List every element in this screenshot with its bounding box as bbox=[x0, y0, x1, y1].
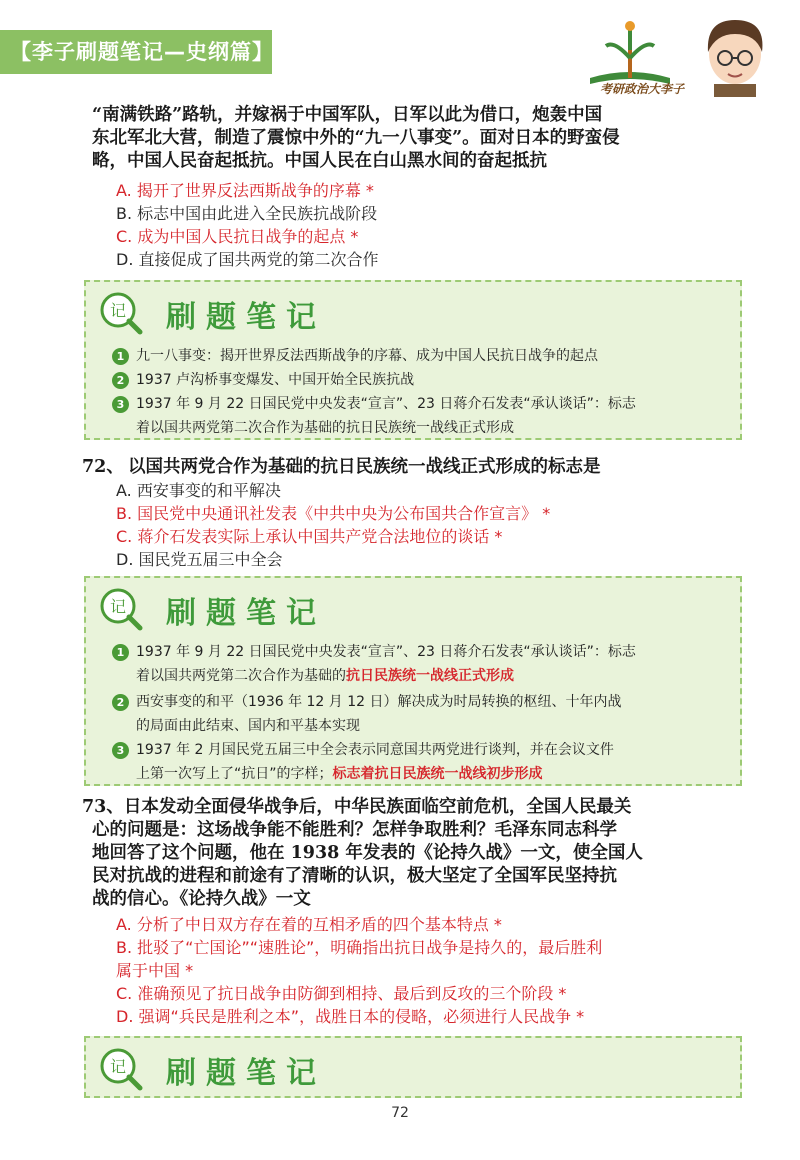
stem-line: 心的问题是：这场战争能不能胜利？怎样争取胜利？毛泽东同志科学 bbox=[92, 820, 617, 840]
stem-line: 战的信心。《论持久战》一文 bbox=[92, 889, 311, 909]
svg-text:记: 记 bbox=[109, 597, 127, 616]
note-title: 刷题笔记 bbox=[166, 596, 326, 631]
note-item: 1 九一八事变：揭开世界反法西斯战争的序幕、成为中国人民抗日战争的起点 bbox=[136, 344, 736, 368]
study-note-2 bbox=[84, 576, 742, 786]
q72-option-c: C. 蒋介石发表实际上承认中国共产党合法地位的谈话 * bbox=[116, 527, 503, 546]
q72-option-b: B. 国民党中央通讯社发表《中共中央为公布国共合作宣言》 * bbox=[116, 504, 551, 523]
note-item: 2 1937 卢沟桥事变爆发、中国开始全民族抗战 bbox=[136, 368, 736, 392]
brand-text: 考研政治大李子 bbox=[599, 82, 684, 96]
q73-option-a: A. 分析了中日双方存在着的互相矛盾的四个基本特点 * bbox=[116, 915, 502, 934]
note-item: 1 1937 年 9 月 22 日国民党中央发表“宣言”、23 日蒋介石发表“承认谈话”：标志 着以国共两党第二次合作为基础的抗日民族统一战线正式形成 bbox=[136, 640, 736, 688]
note-magnifier-icon bbox=[96, 1044, 144, 1092]
svg-text:记: 记 bbox=[109, 301, 127, 320]
header-title: 【李子刷题笔记—史纲篇】 bbox=[0, 30, 272, 74]
note-item: 2 西安事变的和平（1936 年 12 月 12 日）解决成为时局转换的枢纽、十年内战 的局面由此结束、国内和平基本实现 bbox=[136, 690, 736, 738]
q71-option-b: B. 标志中国由此进入全民族抗战阶段 bbox=[116, 204, 378, 223]
svg-text:记: 记 bbox=[109, 1057, 127, 1076]
stem-line: “南满铁路”路轨，并嫁祸于中国军队，日军以此为借口，炮轰中国 bbox=[92, 105, 603, 125]
q73-option-d: D. 强调“兵民是胜利之本”，战胜日本的侵略，必须进行人民战争 * bbox=[116, 1007, 585, 1026]
q71-option-c: C. 成为中国人民抗日战争的起点 * bbox=[116, 227, 359, 246]
number-badge: 1 bbox=[112, 348, 129, 365]
question-71-stem bbox=[92, 104, 752, 173]
note-item: 3 1937 年 9 月 22 日国民党中央发表“宣言”、23 日蒋介石发表“承认谈话”：标志 着以国共两党第二次合作为基础的抗日民族统一战线正式形成 bbox=[136, 392, 736, 440]
study-note-3 bbox=[84, 1036, 742, 1098]
stem-line: 东北军北大营，制造了震惊中外的“九一八事变”。面对日本的野蛮侵 bbox=[92, 128, 620, 148]
note-title: 刷题笔记 bbox=[166, 1056, 326, 1091]
q71-option-d: D. 直接促成了国共两党的第二次合作 bbox=[116, 250, 379, 269]
number-badge: 2 bbox=[112, 694, 129, 711]
page-number: 72 bbox=[391, 1105, 409, 1121]
highlight-text: 抗日民族统一战线正式形成 bbox=[346, 668, 514, 684]
number-badge: 2 bbox=[112, 372, 129, 389]
q71-option-a: A. 揭开了世界反法西斯战争的序幕 * bbox=[116, 181, 374, 200]
stem-line: 略，中国人民奋起抵抗。中国人民在白山黑水间的奋起抵抗 bbox=[92, 151, 547, 171]
q72-option-a: A. 西安事变的和平解决 bbox=[116, 481, 281, 500]
question-73-stem: 73、日本发动全面侵华战争后，中华民族面临空前危机，全国人民最关 心的问题是：这场战争能不能胜利？怎样争取胜利？毛泽东同志科学 地回答了这个问题，他在 1938 年发表的《论持久战》一文，使全国人 民对抗战的进程和前途有了清晰的认识，极大坚定了全国军民坚持抗 战的信心。《论持久战》一文 bbox=[92, 796, 752, 911]
stem-line: 民对抗战的进程和前途有了清晰的认识，极大坚定了全国军民坚持抗 bbox=[92, 866, 617, 886]
q73-option-c: C. 准确预见了抗日战争由防御到相持、最后到反攻的三个阶段 * bbox=[116, 984, 567, 1003]
question-number: 73、 bbox=[82, 797, 124, 817]
number-badge: 3 bbox=[112, 396, 129, 413]
question-number: 72、 bbox=[82, 457, 124, 477]
q72-option-d: D. 国民党五届三中全会 bbox=[116, 550, 283, 569]
q73-option-b: B. 批驳了“亡国论”“速胜论”，明确指出抗日战争是持久的，最后胜利 bbox=[116, 938, 603, 957]
highlight-text: 标志着抗日民族统一战线初步形成 bbox=[332, 766, 543, 782]
number-badge: 1 bbox=[112, 644, 129, 661]
cartoon-avatar bbox=[700, 12, 770, 97]
note-item: 3 1937 年 2 月国民党五届三中全会表示同意国共两党进行谈判，并在会议文件 上第一次写上了“抗日”的字样；标志着抗日民族统一战线初步形成 bbox=[136, 738, 736, 786]
note-magnifier-icon bbox=[96, 288, 144, 336]
number-badge: 3 bbox=[112, 742, 129, 759]
q73-option-b-cont: 属于中国 * bbox=[116, 961, 194, 980]
study-note-1 bbox=[84, 280, 742, 440]
note-title: 刷题笔记 bbox=[166, 300, 326, 335]
question-72-stem: 72、 以国共两党合作为基础的抗日民族统一战线正式形成的标志是 bbox=[82, 457, 601, 477]
stem-line: 地回答了这个问题，他在 1938 年发表的《论持久战》一文，使全国人 bbox=[92, 843, 643, 863]
note-magnifier-icon bbox=[96, 584, 144, 632]
